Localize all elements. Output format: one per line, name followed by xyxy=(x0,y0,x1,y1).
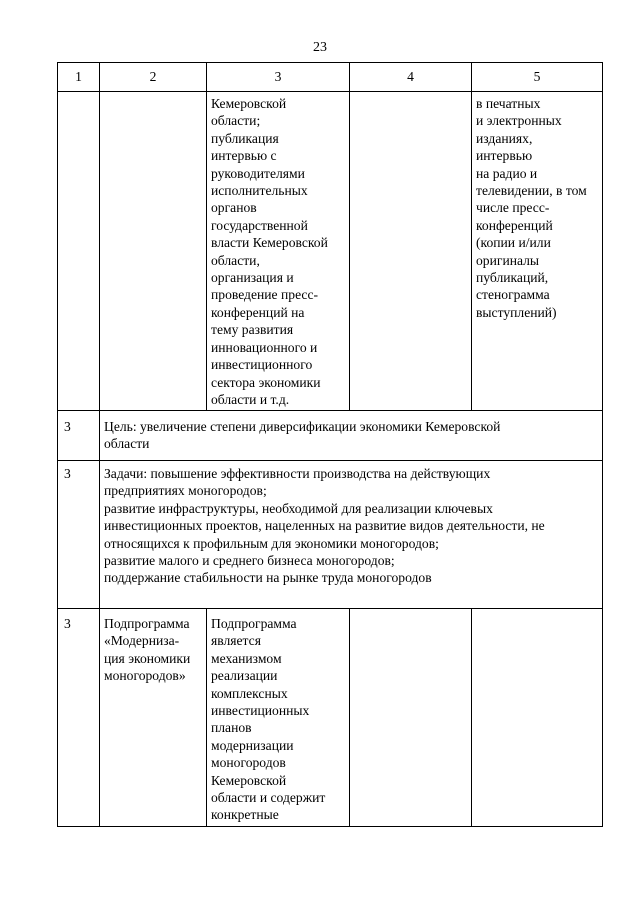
continuation-row xyxy=(58,92,603,411)
cont-cell-5 xyxy=(472,92,603,411)
subprogram-row-number: 3 xyxy=(58,609,100,827)
program-table xyxy=(57,62,603,827)
subprogram-row xyxy=(58,609,603,827)
tasks-text-cell xyxy=(100,461,603,609)
cont-cell-2 xyxy=(100,92,207,411)
goal-text: Цель: увеличение степени диверсификации экономики Кемеровской области xyxy=(104,419,501,452)
cont-cell-3-text: Кемеровской области; публикация интервью с руководителями исполнительных органов государственной власти Кемеровской области, организация и проведение пресс- конференций на тему развития инновационного и инвестиционного сектора экономики области и т.д. xyxy=(211,96,328,407)
header-col-3: 3 xyxy=(207,63,350,92)
subprogram-name-cell xyxy=(100,609,207,827)
subprogram-cell-4 xyxy=(350,609,472,827)
goal-row-number: 3 xyxy=(58,411,100,461)
tasks-row xyxy=(58,461,603,609)
cont-cell-4 xyxy=(350,92,472,411)
subprogram-description: Подпрограмма является механизмом реализации комплексных инвестиционных планов модернизации моногородов Кемеровской области и содержит конкретные xyxy=(211,616,326,823)
subprogram-description-cell xyxy=(207,609,350,827)
page-number: 23 xyxy=(313,40,327,55)
goal-row xyxy=(58,411,603,461)
goal-text-cell xyxy=(100,411,603,461)
header-col-5: 5 xyxy=(472,63,603,92)
tasks-text: Задачи: повышение эффективности производства на действующих предприятиях моногородов; развитие инфраструктуры, необходимой для реализации ключевых инвестиционных проектов, нацеленных на развитие видов деятельности, не относящихся к профильным для экономики моногородов; развитие малого и среднего бизнеса моногородов; поддержание стабильности на рынке труда моногородов xyxy=(104,466,545,586)
cont-cell-5-text: в печатных и электронных изданиях, интервью на радио и телевидении, в том числе пресс- конференций (копии и/или оригиналы публикаций, стенограмма выступлений) xyxy=(476,96,587,320)
header-row xyxy=(58,63,603,92)
cont-cell-1 xyxy=(58,92,100,411)
header-col-2: 2 xyxy=(100,63,207,92)
header-col-1: 1 xyxy=(58,63,100,92)
subprogram-cell-5 xyxy=(472,609,603,827)
tasks-row-number: 3 xyxy=(58,461,100,609)
cont-cell-3 xyxy=(207,92,350,411)
subprogram-name: Подпрограмма «Модерниза- ция экономики моногородов» xyxy=(104,616,191,684)
header-col-4: 4 xyxy=(350,63,472,92)
